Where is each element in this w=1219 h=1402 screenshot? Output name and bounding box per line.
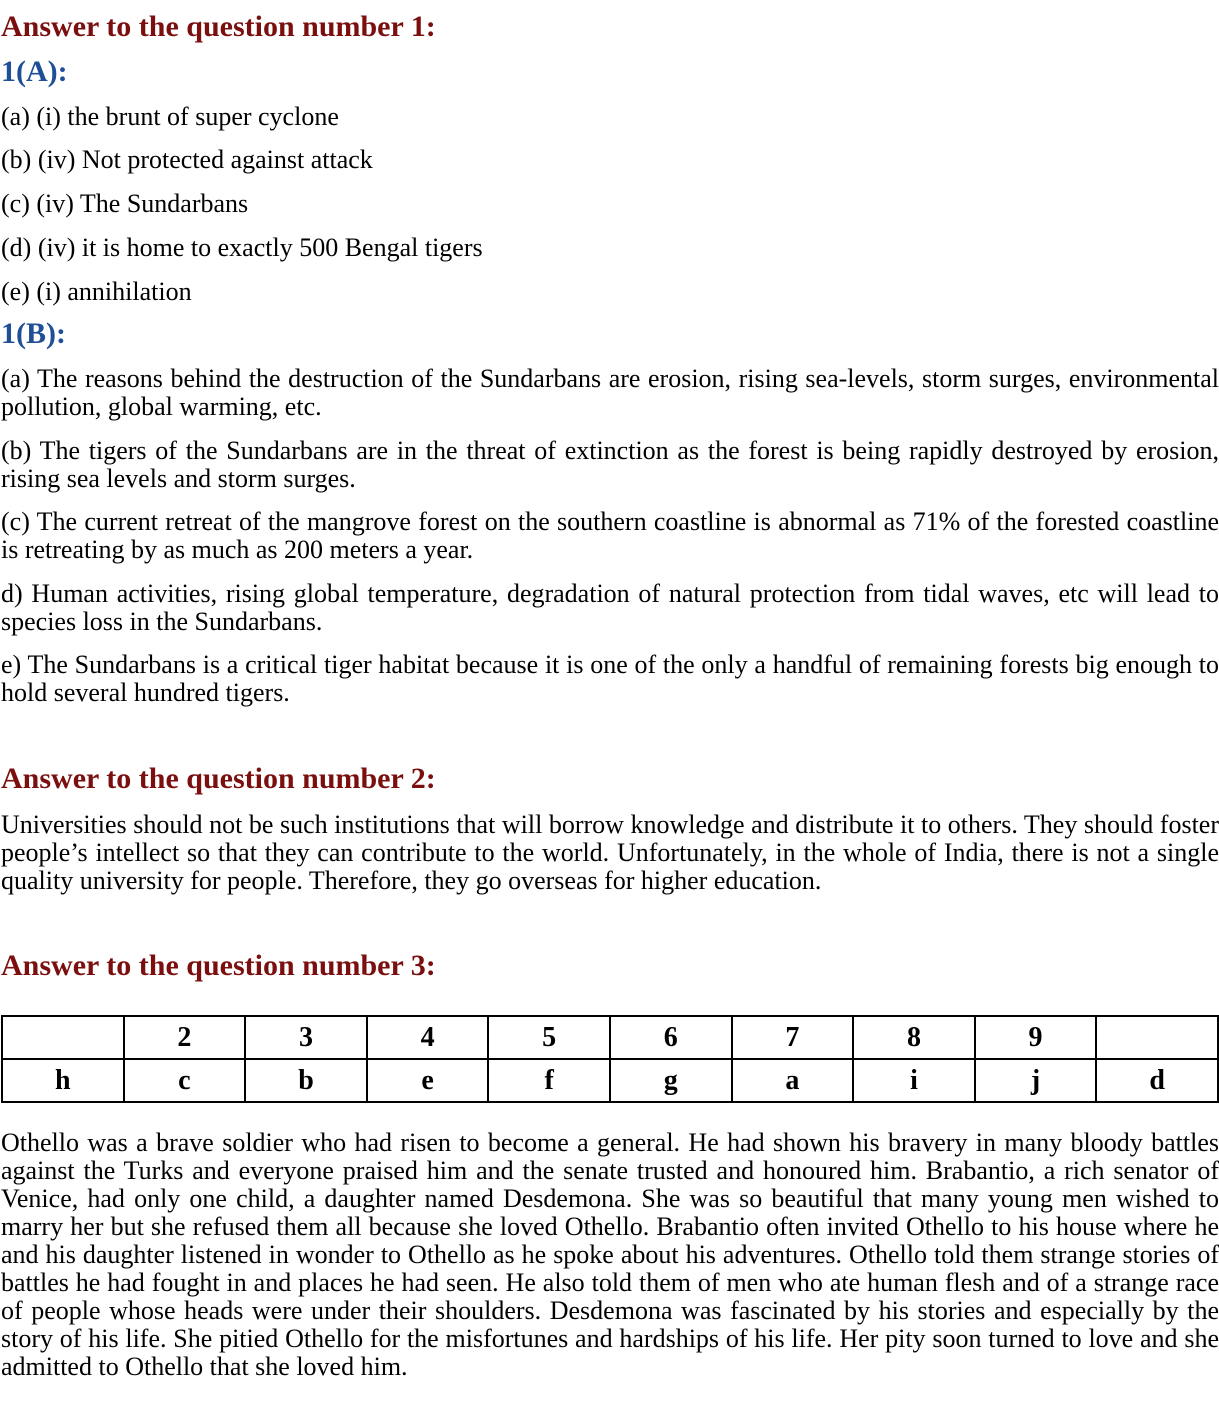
table-cell-letter: g [610, 1059, 732, 1102]
table-cell-number [2, 1016, 124, 1059]
table-cell-number: 4 [367, 1016, 489, 1059]
q3-passage-text: Othello was a brave soldier who had risen to become a general. He had shown his bravery in many bloody battles against the Turks and everyone praised him and the senate trusted and honoured him. Brabantio, a rich senator of Venice, had only one child, a daughter named Desdemona. She was so beautiful that many young men wished to marry her but she refused them all because she loved Othello. Brabantio often invited Othello to his house where he and his daughter listened in wonder to Othello as he spoke about his adventures. Othello told them strange stories of battles he had fought in and places he had seen. He also told them of men who ate human flesh and of a strange race of people whose heads were under their shoulders. Desdemona was fascinated by his stories and especially by the story of his life. She pitied Othello for the misfortunes and hardships of his life. Her pity soon turned to love and she admitted to Othello that she loved him. [1, 1128, 1219, 1381]
table-cell-letter: f [488, 1059, 610, 1102]
table-cell-number: 2 [124, 1016, 246, 1059]
table-cell-letter: d [1096, 1059, 1218, 1102]
table-cell-letter: e [367, 1059, 489, 1102]
q1b-item: (b) The tigers of the Sundarbans are in the threat of extinction as the forest is being rapidly destroyed by erosion, rising sea levels and storm surges. [1, 436, 1219, 493]
table-cell-number: 5 [488, 1016, 610, 1059]
q1-heading: Answer to the question number 1: [1, 10, 436, 43]
q1-part-a-label: 1(A): [1, 55, 68, 88]
table-cell-letter: c [124, 1059, 246, 1102]
q1b-item: (a) The reasons behind the destruction of the Sundarbans are erosion, rising sea-levels, storm surges, environmental pollution, global warming, etc. [1, 364, 1219, 421]
table-cell-letter: h [2, 1059, 124, 1102]
q1b-item: d) Human activities, rising global temperature, degradation of natural protection from tidal waves, etc will lead to species loss in the Sundarbans. [1, 579, 1219, 636]
q1-part-b-label: 1(B): [1, 317, 66, 350]
q1a-item: (e) (i) annihilation [1, 277, 192, 306]
table-cell-number: 3 [245, 1016, 367, 1059]
table-cell-number: 7 [732, 1016, 854, 1059]
q1a-item: (d) (iv) it is home to exactly 500 Bengal tigers [1, 233, 483, 262]
table-row-numbers [2, 1016, 1218, 1059]
matching-answer-table [1, 1015, 1219, 1103]
table-row-letters [2, 1059, 1218, 1102]
q2-answer-text: Universities should not be such institutions that will borrow knowledge and distribute it to others. They should foster people’s intellect so that they can contribute to the world. Unfortunately, in the whole of India, there is not a single quality university for people. Therefore, they go overseas for higher education. [1, 810, 1219, 895]
table-cell-letter: a [732, 1059, 854, 1102]
table-cell-number: 8 [853, 1016, 975, 1059]
table-cell-letter: i [853, 1059, 975, 1102]
q2-heading: Answer to the question number 2: [1, 762, 436, 795]
table-cell-number: 9 [975, 1016, 1097, 1059]
q1b-item: e) The Sundarbans is a critical tiger habitat because it is one of the only a handful of remaining forests big enough to hold several hundred tigers. [1, 650, 1219, 707]
table-cell-letter: b [245, 1059, 367, 1102]
table-cell-number [1096, 1016, 1218, 1059]
table-cell-letter: j [975, 1059, 1097, 1102]
q1a-item: (a) (i) the brunt of super cyclone [1, 102, 339, 131]
q3-heading: Answer to the question number 3: [1, 949, 436, 982]
q1a-item: (c) (iv) The Sundarbans [1, 189, 249, 218]
table-cell-number: 6 [610, 1016, 732, 1059]
q1b-item: (c) The current retreat of the mangrove forest on the southern coastline is abnormal as 71% of the forested coastline is retreating by as much as 200 meters a year. [1, 507, 1219, 564]
q1a-item: (b) (iv) Not protected against attack [1, 145, 373, 174]
